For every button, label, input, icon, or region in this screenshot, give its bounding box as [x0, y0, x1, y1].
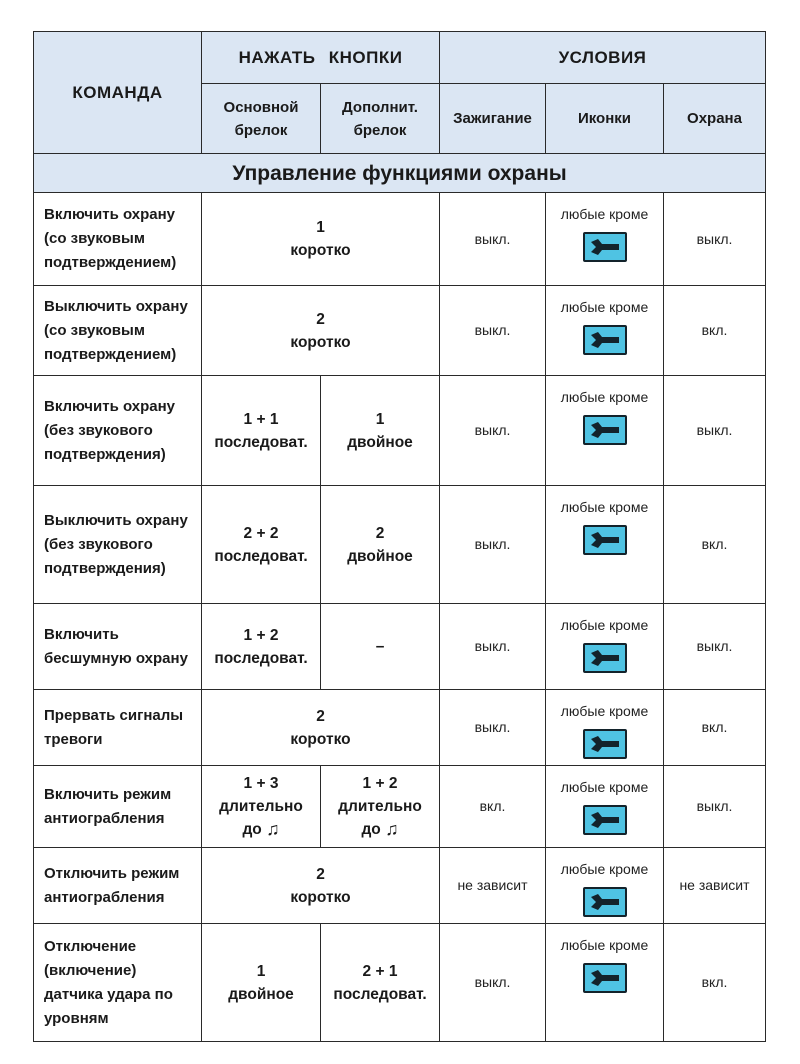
icons-cell: любые кроме	[546, 604, 664, 690]
icons-cell: любые кроме	[546, 848, 664, 924]
buttons-cell: 1 коротко	[202, 193, 440, 286]
command-cell: Включить режим антиограбления	[34, 766, 202, 848]
table-row	[34, 924, 766, 1042]
security-cell: выкл.	[664, 193, 766, 286]
security-cell: не зависит	[664, 848, 766, 924]
header-extra-fob: Дополнит. брелок	[321, 84, 440, 154]
section-title: Управление функциями охраны	[34, 154, 766, 193]
ignition-cell: выкл.	[440, 486, 546, 604]
music-note-icon: ♫	[266, 819, 280, 840]
buttons-cell: 2 коротко	[202, 690, 440, 766]
wrench-icon	[583, 729, 627, 759]
table-row	[34, 193, 766, 286]
buttons-cell: 2 коротко	[202, 848, 440, 924]
main-fob-cell: 2 + 2 последоват.	[202, 486, 321, 604]
security-cell: вкл.	[664, 486, 766, 604]
table-row	[34, 376, 766, 486]
wrench-icon	[583, 525, 627, 555]
security-cell: выкл.	[664, 766, 766, 848]
ignition-cell: не зависит	[440, 848, 546, 924]
wrench-icon	[583, 887, 627, 917]
command-cell: Включить бесшумную охрану	[34, 604, 202, 690]
command-cell: Включить охрану (со звуковым подтверждением)	[34, 193, 202, 286]
security-cell: вкл.	[664, 286, 766, 376]
icons-cell: любые кроме	[546, 193, 664, 286]
extra-fob-cell: 2 двойное	[321, 486, 440, 604]
security-cell: вкл.	[664, 924, 766, 1042]
command-cell: Прервать сигналы тревоги	[34, 690, 202, 766]
command-cell: Включить охрану (без звукового подтверждения)	[34, 376, 202, 486]
wrench-icon	[583, 415, 627, 445]
wrench-icon	[583, 963, 627, 993]
icons-cell: любые кроме	[546, 486, 664, 604]
table-row	[34, 286, 766, 376]
command-cell: Выключить охрану (без звукового подтверждения)	[34, 486, 202, 604]
command-cell: Отключить режим антиограбления	[34, 848, 202, 924]
ignition-cell: выкл.	[440, 376, 546, 486]
table-row	[34, 486, 766, 604]
main-fob-cell: 1 двойное	[202, 924, 321, 1042]
wrench-icon	[583, 643, 627, 673]
security-cell: выкл.	[664, 376, 766, 486]
table-row	[34, 690, 766, 766]
icons-cell: любые кроме	[546, 286, 664, 376]
icons-cell: любые кроме	[546, 766, 664, 848]
extra-fob-cell: 1 двойное	[321, 376, 440, 486]
ignition-cell: выкл.	[440, 286, 546, 376]
ignition-cell: выкл.	[440, 690, 546, 766]
ignition-cell: вкл.	[440, 766, 546, 848]
ignition-cell: выкл.	[440, 924, 546, 1042]
extra-fob-cell: 1 + 2 длительно до ♫	[321, 766, 440, 848]
main-fob-cell: 1 + 2 последоват.	[202, 604, 321, 690]
wrench-icon	[583, 325, 627, 355]
ignition-cell: выкл.	[440, 604, 546, 690]
header-security: Охрана	[664, 84, 766, 154]
header-press-buttons: НАЖАТЬ КНОПКИ	[202, 32, 440, 84]
ignition-cell: выкл.	[440, 193, 546, 286]
command-table	[33, 31, 766, 1042]
table-row	[34, 766, 766, 848]
icons-cell: любые кроме	[546, 376, 664, 486]
header-ignition: Зажигание	[440, 84, 546, 154]
icons-cell: любые кроме	[546, 924, 664, 1042]
main-fob-cell: 1 + 3 длительно до ♫	[202, 766, 321, 848]
wrench-icon	[583, 805, 627, 835]
extra-fob-cell: 2 + 1 последоват.	[321, 924, 440, 1042]
wrench-icon	[583, 232, 627, 262]
table-row	[34, 848, 766, 924]
command-cell: Выключить охрану (со звуковым подтверждением)	[34, 286, 202, 376]
main-fob-cell: 1 + 1 последоват.	[202, 376, 321, 486]
buttons-cell: 2 коротко	[202, 286, 440, 376]
table-body	[34, 193, 766, 1042]
icons-cell: любые кроме	[546, 690, 664, 766]
table-row	[34, 604, 766, 690]
header-conditions: УСЛОВИЯ	[440, 32, 766, 84]
header-icons: Иконки	[546, 84, 664, 154]
extra-fob-cell: –	[321, 604, 440, 690]
header-main-fob: Основной брелок	[202, 84, 321, 154]
security-cell: вкл.	[664, 690, 766, 766]
music-note-icon: ♫	[385, 819, 399, 840]
command-cell: Отключение (включение) датчика удара по уровням	[34, 924, 202, 1042]
security-cell: выкл.	[664, 604, 766, 690]
header-command: КОМАНДА	[34, 32, 202, 154]
